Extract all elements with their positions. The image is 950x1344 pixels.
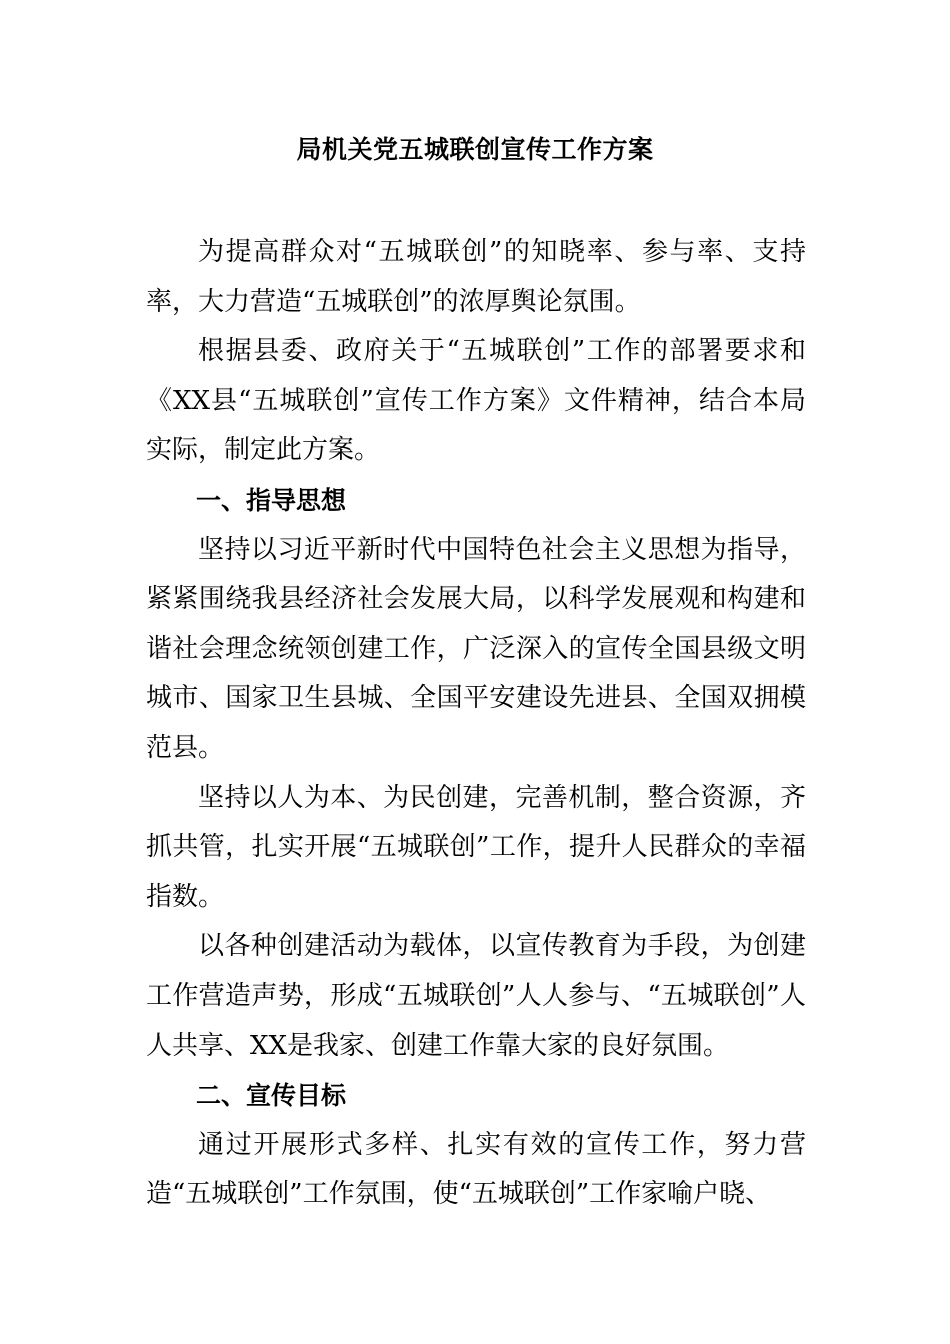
section-paragraph: 通过开展形式多样、扎实有效的宣传工作，努力营造“五城联创”工作氛围，使“五城联创”工作家喻户晓、 (146, 1129, 806, 1210)
section-paragraph: 坚持以习近平新时代中国特色社会主义思想为指导，紧紧围绕我县经济社会发展大局，以科学发展观和构建和谐社会理念统领创建工作，广泛深入的宣传全国县级文明城市、国家卫生县城、全国平安建设先进县、全国双拥模范县。 (146, 534, 806, 763)
section-paragraph: 坚持以人为本、为民创建，完善机制，整合资源，齐抓共管，扎实开展“五城联创”工作，提升人民群众的幸福指数。 (146, 782, 806, 912)
document-title: 局机关党五城联创宣传工作方案 (296, 135, 654, 164)
section-paragraph: 以各种创建活动为载体，以宣传教育为手段，为创建工作营造声势，形成“五城联创”人人参与、“五城联创”人人共享、XX是我家、创建工作靠大家的良好氛围。 (146, 931, 806, 1061)
document-body (146, 228, 806, 1220)
basis-paragraph: 根据县委、政府关于“五城联创”工作的部署要求和《XX县“五城联创”宣传工作方案》文件精神，结合本局实际，制定此方案。 (146, 336, 806, 466)
section-heading-guiding-ideology: 一、指导思想 (196, 485, 347, 515)
section-heading-publicity-goals: 二、宣传目标 (196, 1081, 347, 1111)
intro-paragraph: 为提高群众对“五城联创”的知晓率、参与率、支持率，大力营造“五城联创”的浓厚舆论氛围。 (146, 237, 806, 317)
